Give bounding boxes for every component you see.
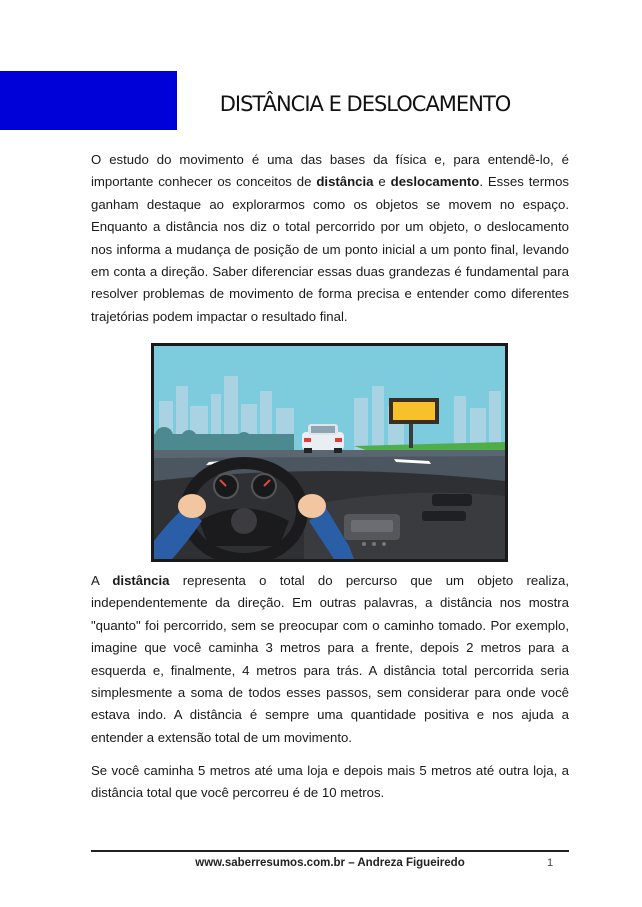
bold-term-distancia: distância — [112, 573, 170, 588]
bold-term-distancia: distância — [316, 174, 374, 190]
driving-illustration — [151, 343, 508, 562]
intro-paragraph — [91, 149, 569, 328]
header-accent-bar — [0, 71, 177, 130]
footer-divider — [91, 850, 569, 852]
text-run: representa o total do percurso que um objeto realiza, independentemente da direção. Em outras palavras, a distância nos mostra "quanto" foi percorrido, sem se preocupar com o caminho tomado. Por exemplo, imagine que você caminha 3 metros para a frente, depois 2 metros para a esquerda e, finalmente, 4 metros para trás. A distância total percorrida seria simplesmente a soma de todos esses passos, sem considerar para onde você estava indo. A distância é sempre uma quantidade positiva e nos ajuda a entender a extensão total de um movimento. — [91, 573, 569, 745]
text-run: A — [91, 573, 113, 588]
text-run: . Esses termos ganham destaque ao explorarmos como os objetos se movem no espaço. Enquanto a distância nos diz o total percorrido por um objeto, o deslocamento nos informa a mudança de posição de um ponto inicial a um ponto final, levando em conta a direção. Saber diferenciar essas duas grandezas é fundamental para resolver problemas de movimento de forma precisa e entender como diferentes trajetórias podem impactar o resultado final. — [91, 174, 569, 324]
page-number: 1 — [547, 857, 554, 869]
text-run: O estudo do movimento é uma das bases da física e, para entendê-lo, é importante conhecer os conceitos de — [91, 152, 569, 190]
example-paragraph: Se você caminha 5 metros até uma loja e depois mais 5 metros até outra loja, a distância total que você percorreu é de 10 metros. — [91, 763, 569, 801]
footer-credit: www.saberresumos.com.br – Andreza Figueiredo — [195, 857, 465, 869]
bold-term-deslocamento: deslocamento — [390, 174, 480, 190]
page-title: DISTÂNCIA E DESLOCAMENTO — [219, 92, 511, 117]
text-run: e — [373, 174, 391, 190]
distance-paragraph — [91, 570, 569, 749]
